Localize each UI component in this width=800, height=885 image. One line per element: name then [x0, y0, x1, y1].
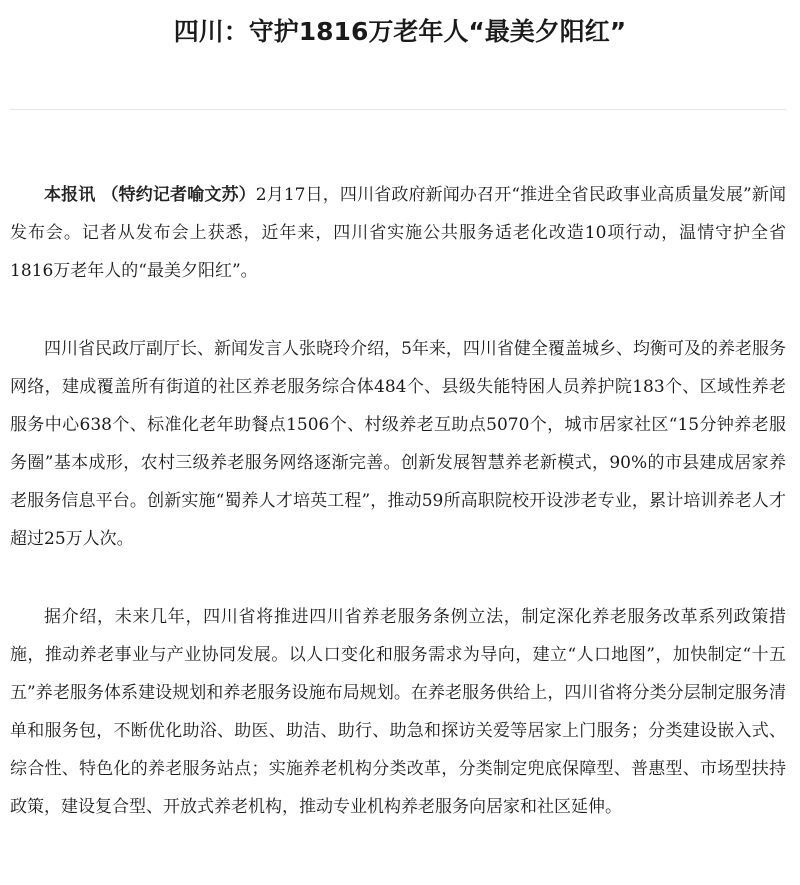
article-body: [10, 176, 786, 866]
article-paragraph-3: [10, 598, 786, 826]
paragraph-text: 2月17日，四川省政府新闻办召开“推进全省民政事业高质量发展”新闻发布会。记者从发布会上获悉，近年来，四川省实施公共服务适老化改造10项行动，温情守护全省1816万老年人的“最美夕阳红”。: [10, 185, 786, 281]
article-paragraph-1: [10, 176, 786, 290]
article-title: 四川：守护1816万老年人“最美夕阳红”: [173, 17, 627, 46]
article-paragraph-2: [10, 330, 786, 558]
paragraph-text: 据介绍，未来几年，四川省将推进四川省养老服务条例立法，制定深化养老服务改革系列政策措施，推动养老事业与产业协同发展。以人口变化和服务需求为导向，建立“人口地图”，加快制定“十五五”养老服务体系建设规划和养老服务设施布局规划。在养老服务供给上，四川省将分类分层制定服务清单和服务包，不断优化助浴、助医、助洁、助行、助急和探访关爱等居家上门服务；分类建设嵌入式、综合性、特色化的养老服务站点；实施养老机构分类改革，分类制定兜底保障型、普惠型、市场型扶持政策，建设复合型、开放式养老机构，推动专业机构养老服务向居家和社区延伸。: [10, 607, 786, 817]
paragraph-text: 四川省民政厅副厅长、新闻发言人张晓玲介绍，5年来，四川省健全覆盖城乡、均衡可及的养老服务网络，建成覆盖所有街道的社区养老服务综合体484个、县级失能特困人员养护院183个、区域性养老服务中心638个、标准化老年助餐点1506个、村级养老互助点5070个，城市居家社区“15分钟养老服务圈”基本成形，农村三级养老服务网络逐渐完善。创新发展智慧养老新模式，90%的市县建成居家养老服务信息平台。创新实施“蜀养人才培英工程”，推动59所高职院校开设涉老专业，累计培训养老人才超过25万人次。: [10, 339, 786, 549]
dateline-lead: 本报讯 （特约记者喻文苏）: [44, 185, 256, 205]
title-divider: [10, 109, 786, 110]
